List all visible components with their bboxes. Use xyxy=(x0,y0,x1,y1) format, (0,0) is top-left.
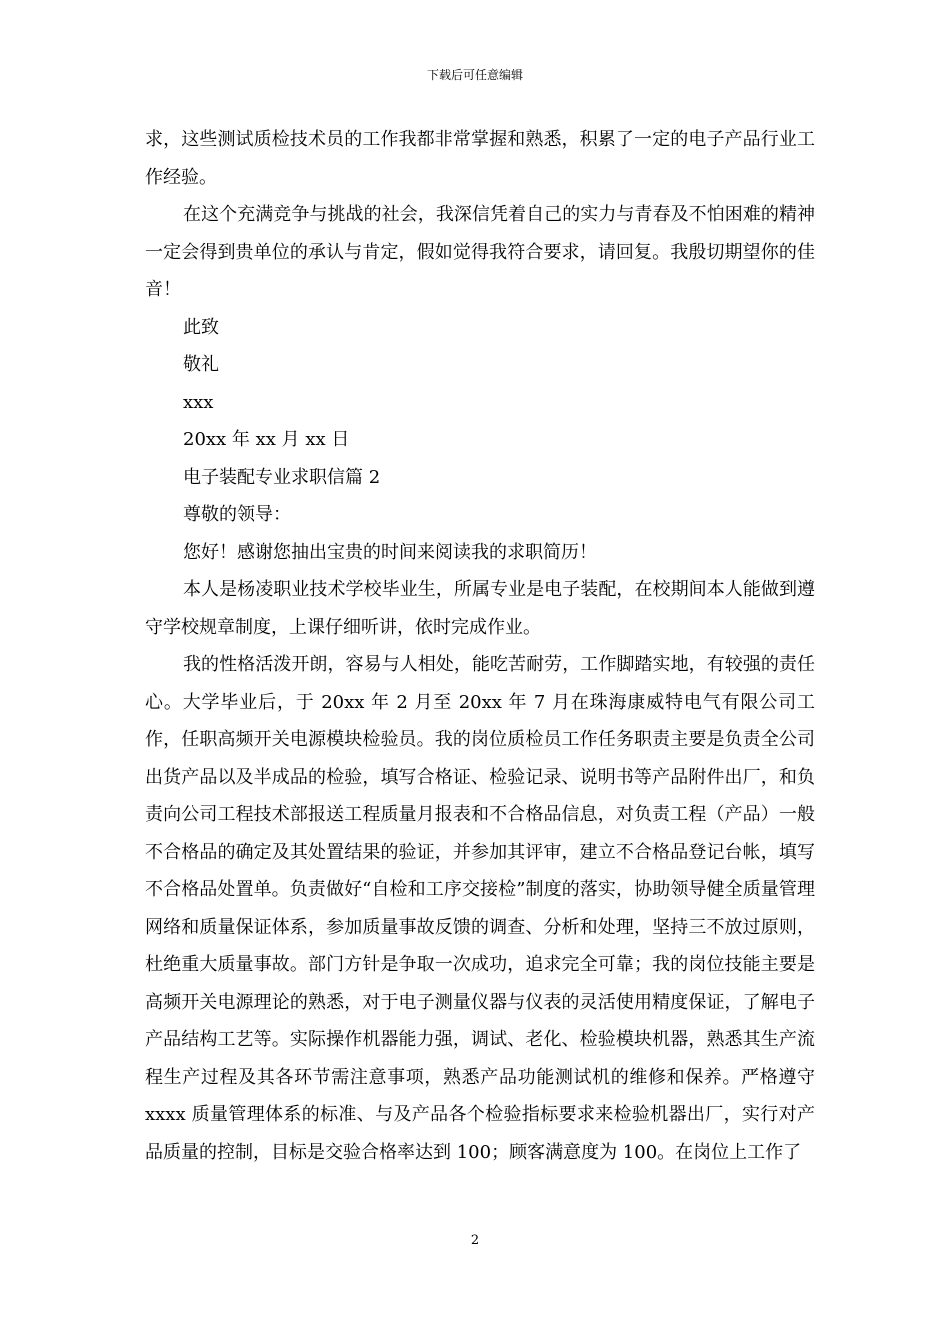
paragraph-continuation: 求，这些测试质检技术员的工作我都非常掌握和熟悉，积累了一定的电子产品行业工作经验。 xyxy=(145,129,815,188)
signature-name: xxx xyxy=(183,391,214,413)
letter-greeting: 尊敬的领导： xyxy=(183,504,291,525)
signature-date: 20xx 年 xx 月 xx 日 xyxy=(183,429,350,450)
paragraph-introduction: 本人是杨凌职业技术学校毕业生，所属专业是电子装配，在校期间本人能做到遵守学校规章制度，上课仔细听讲，依时完成作业。 xyxy=(145,579,815,638)
page-number: 2 xyxy=(470,1233,480,1248)
paragraph-closing-statement: 在这个充满竞争与挑战的社会，我深信凭着自己的实力与青春及不怕困难的精神一定会得到贵单位的承认与肯定，假如觉得我符合要求，请回复。我殷切期望你的佳音！ xyxy=(145,204,815,300)
page-header: 下载后可任意编辑 xyxy=(426,68,523,82)
paragraph-experience: 我的性格活泼开朗，容易与人相处，能吃苦耐劳，工作脚踏实地，有较强的责任心。大学毕业后，于 20xx 年 2 月至 20xx 年 7 月在珠海康威特电气有限公司工作，任职高频开关电源模块检验员。我的岗位质检员工作任务职责主要是负责全公司出货产品以及半成品的检验，填写合格证、检验记录、说明书等产品附件出厂，和负责向公司工程技术部报送工程质量月报表和不合格品信息，对负责工程（产品）一般不合格品的确定及其处置结果的验证，并参加其评审，建立不合格品登记台帐，填写不合格品处置单。负责做好“自检和工序交接检”制度的落实，协助领导健全质量管理网络和质量保证体系，参加质量事故反馈的调查、分析和处理，坚持三不放过原则，杜绝重大质量事故。部门方针是争取一次成功，追求完全可靠；我的岗位技能主要是高频开关电源理论的熟悉，对于电子测量仪器与仪表的灵活使用精度保证，了解电子产品结构工艺等。实际操作机器能力强，调试、老化、检验模块机器，熟悉其生产流程生产过程及其各环节需注意事项，熟悉产品功能测试机的维修和保养。严格遵守 xxxx 质量管理体系的标准、与及产品各个检验指标要求来检验机器出厂，实行对产品质量的控制，目标是交验合格率达到 100；顾客满意度为 100。在岗位上工作了 xyxy=(145,654,815,1163)
salutation-cizhi: 此致 xyxy=(183,316,219,338)
letter-opening: 您好！感谢您抽出宝贵的时间来阅读我的求职简历！ xyxy=(183,541,597,563)
section-title: 电子装配专业求职信篇 2 xyxy=(183,466,381,488)
document-body xyxy=(145,121,815,1171)
salutation-jingli: 敬礼 xyxy=(183,354,219,375)
